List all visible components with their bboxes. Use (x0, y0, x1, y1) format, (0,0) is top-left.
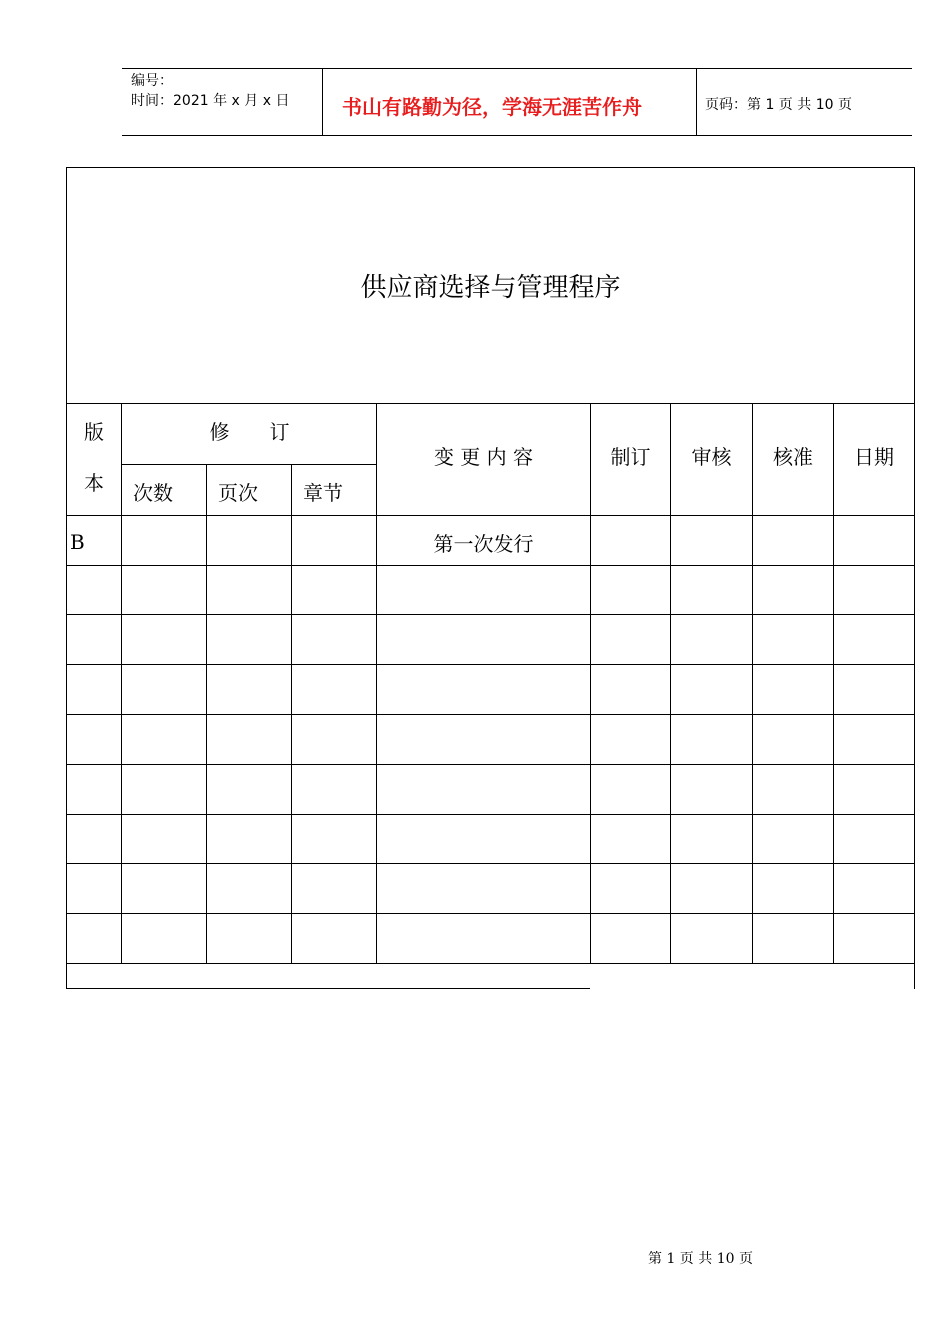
header-motto: 书山有路勤为径，学海无涯苦作舟 (342, 95, 642, 119)
col-rule-change (590, 403, 591, 963)
header-pages: 页次 (218, 480, 258, 505)
document-time-label: 时间：2021 年 x 月 x 日 (131, 93, 290, 109)
row-date (834, 527, 914, 557)
row-change-content: 第一次发行 (433, 531, 534, 556)
header-divider-right (696, 68, 697, 136)
row-count (122, 527, 206, 557)
row-rule-9 (66, 963, 915, 964)
header-reviewed: 审核 (691, 444, 732, 469)
row-rule-7 (66, 863, 915, 864)
header-revision: 修 订 (209, 419, 290, 444)
header-approved: 核准 (773, 444, 813, 469)
row-pages (207, 527, 291, 557)
revision-subheader-rule (122, 464, 377, 465)
row-rule-2 (66, 614, 915, 615)
document-title: 供应商选择与管理程序 (360, 272, 621, 303)
header-version-char-2: 本 (84, 470, 104, 495)
row-chapter (292, 527, 376, 557)
row-reviewed (671, 527, 752, 557)
header-version-char-1: 版 (84, 419, 104, 444)
header-top-rule (122, 68, 912, 69)
document-number-label: 编号： (131, 73, 173, 89)
page-number-info: 页码：第 1 页 共 10 页 (705, 97, 852, 113)
table-header-bottom-rule (66, 515, 915, 516)
row-rule-6 (66, 814, 915, 815)
header-divider-left (322, 68, 323, 136)
col-rule-approved (833, 403, 834, 963)
header-change-content: 变 更 内 容 (433, 444, 534, 469)
header-prepared: 制订 (610, 444, 651, 469)
col-rule-prepared (670, 403, 671, 963)
header-date: 日期 (854, 444, 894, 469)
row-version: B (70, 530, 85, 554)
row-rule-8 (66, 913, 915, 914)
header-bottom-rule (122, 135, 912, 136)
form-bottom-border (66, 988, 590, 989)
row-prepared (591, 527, 670, 557)
row-rule-3 (66, 664, 915, 665)
col-rule-reviewed (752, 403, 753, 963)
row-rule-1 (66, 565, 915, 566)
row-approved (753, 527, 833, 557)
row-rule-5 (66, 764, 915, 765)
table-header-top-rule (66, 403, 915, 404)
row-rule-4 (66, 714, 915, 715)
page-footer: 第 1 页 共 10 页 (648, 1251, 753, 1267)
header-count: 次数 (133, 480, 173, 505)
col-rule-chapter (376, 403, 377, 963)
header-chapter: 章节 (303, 480, 343, 505)
